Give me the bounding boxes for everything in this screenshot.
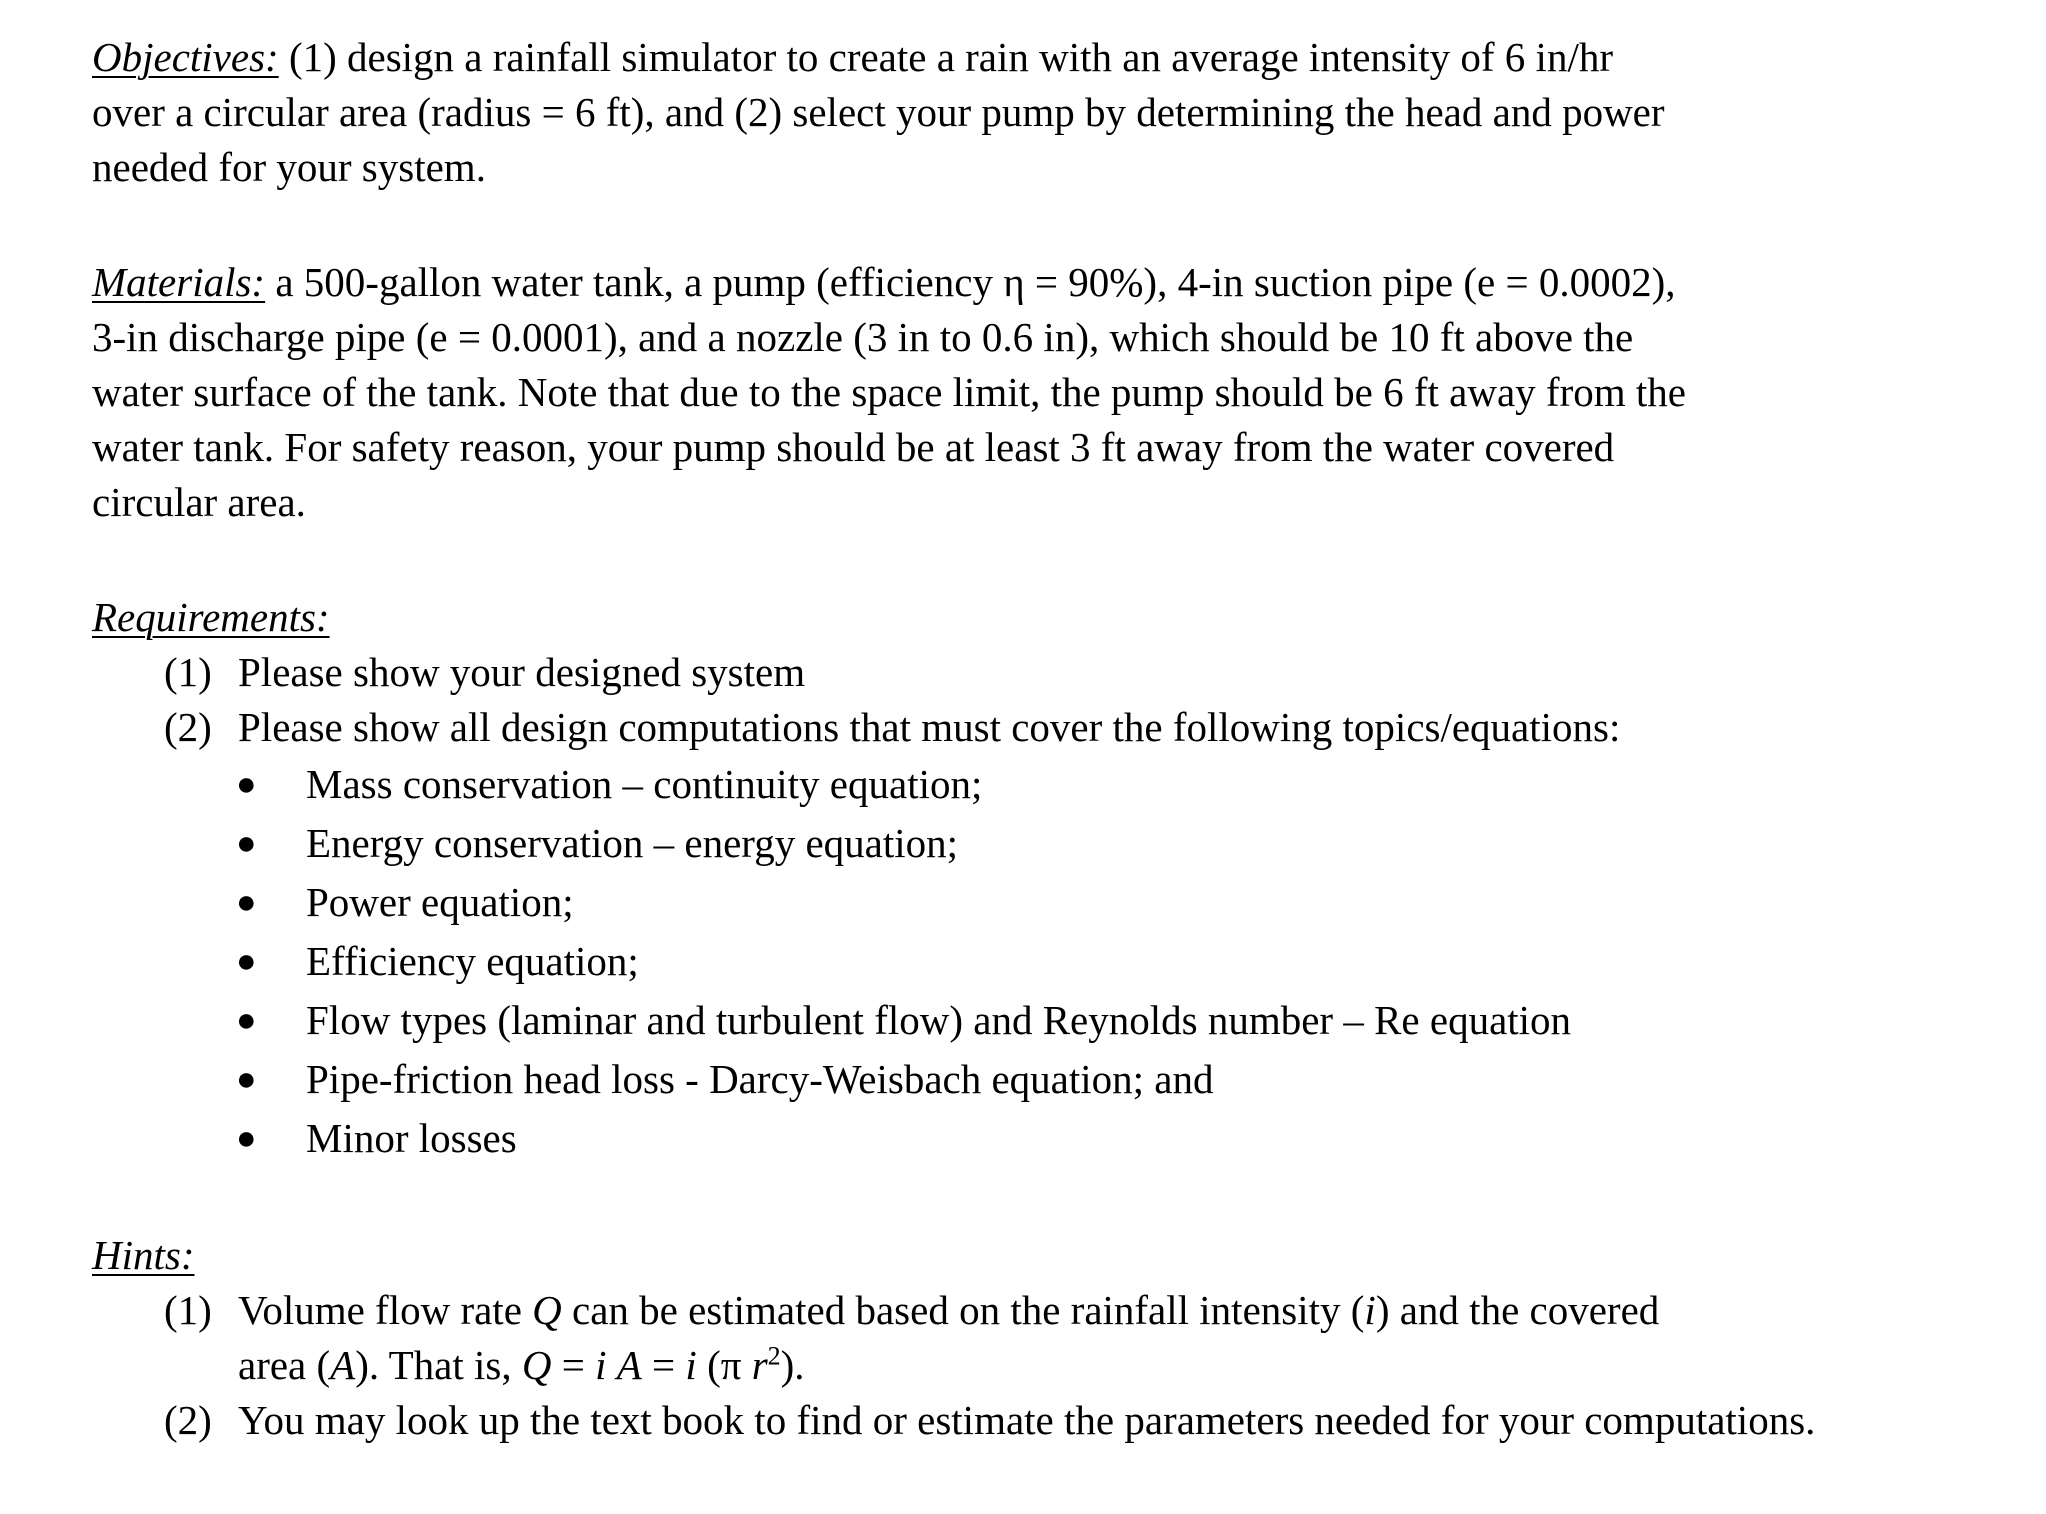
bullet-icon: ● [236, 766, 257, 803]
spacer [92, 530, 1992, 590]
hint-variable: i [685, 1342, 697, 1388]
hint-fragment: can be estimated based on the rainfall intensity ( [561, 1287, 1365, 1333]
materials-line-1 [92, 255, 1992, 310]
hint-variable: A [330, 1342, 356, 1388]
requirement-text: Please show all design computations that must cover the following topics/equations: [238, 704, 1621, 750]
bullet-text: Mass conservation – continuity equation; [306, 761, 983, 807]
hint-variable: A [616, 1342, 642, 1388]
objectives-section [92, 30, 1992, 195]
topics-bullet-list [92, 755, 1992, 1168]
bullet-text: Minor losses [306, 1115, 517, 1161]
bullet-item [236, 1109, 1992, 1168]
hint-number: (1) [164, 1287, 212, 1333]
requirement-number: (1) [164, 649, 212, 695]
materials-line-5: circular area. [92, 479, 306, 525]
materials-text-1: a 500-gallon water tank, a pump (efficiency η = 90%), 4-in suction pipe (e = 0.0002), [265, 259, 1676, 305]
document-page [92, 30, 1992, 1448]
hint-fragment: Volume flow rate [238, 1287, 533, 1333]
hint-number: (2) [164, 1397, 212, 1443]
hint-item [164, 1393, 1992, 1448]
objectives-heading: Objectives: [92, 34, 279, 80]
hint-fragment: = [551, 1342, 596, 1388]
requirement-item [164, 645, 1992, 700]
bullet-icon: ● [236, 1061, 257, 1098]
bullet-item [236, 873, 1992, 932]
hint-variable: Q [532, 1287, 562, 1333]
bullet-text: Flow types (laminar and turbulent flow) and Reynolds number – Re equation [306, 997, 1572, 1043]
materials-section [92, 255, 1992, 530]
hints-heading: Hints: [92, 1232, 195, 1278]
bullet-item [236, 814, 1992, 873]
objectives-line-1 [92, 30, 1992, 85]
hint-variable: i [595, 1342, 607, 1388]
objectives-text-1: (1) design a rainfall simulator to create a rain with an average intensity of 6 in/hr [278, 34, 1613, 80]
hint-variable: Q [521, 1342, 552, 1388]
objectives-line-2: over a circular area (radius = 6 ft), and (2) select your pump by determining the head and power [92, 89, 1665, 135]
materials-line-2: 3-in discharge pipe (e = 0.0001), and a nozzle (3 in to 0.6 in), which should be 10 ft above the [92, 314, 1634, 360]
bullet-item [236, 755, 1992, 814]
hint-fragment: (π [696, 1342, 752, 1388]
hint-fragment: ) and the covered [1375, 1287, 1660, 1333]
bullet-text: Energy conservation – energy equation; [306, 820, 959, 866]
materials-heading: Materials: [92, 259, 266, 305]
hint-fragment: area ( [238, 1342, 331, 1388]
bullet-item [236, 991, 1992, 1050]
requirements-list [92, 645, 1992, 755]
bullet-icon: ● [236, 1002, 257, 1039]
hint-fragment: ). [780, 1342, 805, 1388]
requirements-heading: Requirements: [92, 594, 330, 640]
bullet-icon: ● [236, 825, 257, 862]
hint-fragment: = [641, 1342, 686, 1388]
hint-text: You may look up the text book to find or estimate the parameters needed for your computations. [238, 1397, 1816, 1443]
requirement-text: Please show your designed system [238, 649, 806, 695]
spacer [92, 195, 1992, 255]
hints-section [92, 1228, 1992, 1448]
hint-fragment [607, 1342, 617, 1388]
requirement-number: (2) [164, 704, 212, 750]
hint-variable: r [751, 1342, 768, 1388]
hint-item [164, 1283, 1992, 1393]
hint-variable: i [1364, 1287, 1376, 1333]
bullet-icon: ● [236, 884, 257, 921]
hints-list [92, 1283, 1992, 1448]
requirement-item [164, 700, 1992, 755]
bullet-text: Power equation; [306, 879, 574, 925]
materials-line-3: water surface of the tank. Note that due to the space limit, the pump should be 6 ft away from the [92, 369, 1686, 415]
bullet-icon: ● [236, 943, 257, 980]
bullet-item [236, 1050, 1992, 1109]
hint-exponent: 2 [767, 1341, 781, 1371]
objectives-line-3: needed for your system. [92, 144, 486, 190]
bullet-icon: ● [236, 1120, 257, 1157]
bullet-text: Pipe-friction head loss - Darcy-Weisbach equation; and [306, 1056, 1214, 1102]
hint-fragment: ). That is, [355, 1342, 522, 1388]
bullet-item [236, 932, 1992, 991]
materials-line-4: water tank. For safety reason, your pump should be at least 3 ft away from the water covered [92, 424, 1615, 470]
hint-text [238, 1283, 1992, 1393]
spacer [92, 1168, 1992, 1228]
bullet-text: Efficiency equation; [306, 938, 639, 984]
requirements-section [92, 590, 1992, 1168]
